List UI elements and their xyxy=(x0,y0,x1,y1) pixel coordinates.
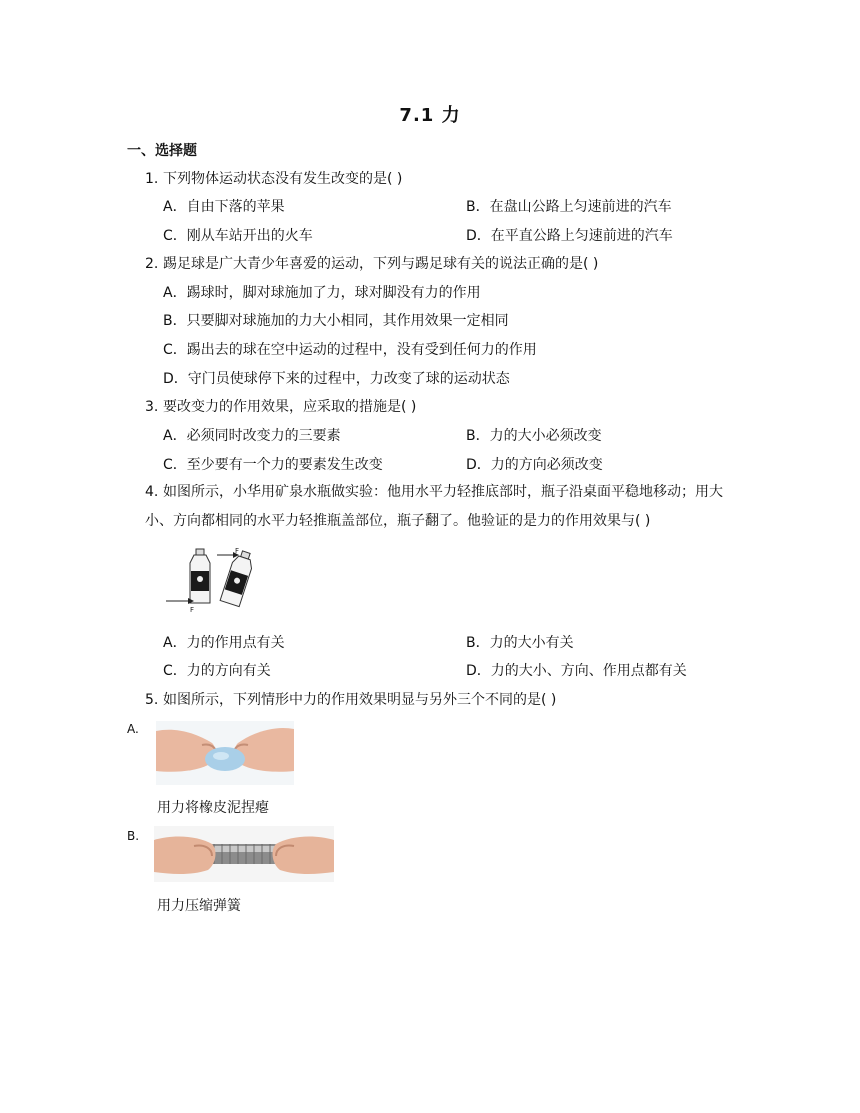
q5-choice-b-label[interactable]: B. xyxy=(127,829,140,843)
question-text: 踢足球是广大青少年喜爱的运动，下列与踢足球有关的说法正确的是( ) xyxy=(163,256,599,272)
question-number: 4. xyxy=(145,484,159,500)
clay-squeeze-photo xyxy=(156,721,294,785)
question-number: 2. xyxy=(145,256,159,272)
bottle-experiment-figure xyxy=(163,547,263,613)
question-text: 要改变力的作用效果，应采取的措施是( ) xyxy=(163,399,417,415)
q4-option-d[interactable]: D．力的大小、方向、作用点都有关 xyxy=(466,663,687,679)
q5-choice-a-caption: 用力将橡皮泥捏瘪 xyxy=(157,800,269,816)
question-number: 5. xyxy=(145,692,159,708)
section-heading: 一、选择题 xyxy=(127,143,197,159)
question-text: 如图所示，小华用矿泉水瓶做实验：他用水平力轻推底部时，瓶子沿桌面平稳地移动；用大小、方向都相同的水平力轻推瓶盖部位，瓶子翻了。他验证的是力的作用效果与( ) xyxy=(145,484,723,529)
q1-option-b[interactable]: B．在盘山公路上匀速前进的汽车 xyxy=(466,199,672,215)
question-5 xyxy=(145,690,556,710)
q1-option-d[interactable]: D．在平直公路上匀速前进的汽车 xyxy=(466,228,673,244)
question-text: 下列物体运动状态没有发生改变的是( ) xyxy=(163,171,403,187)
q1-option-a[interactable]: A．自由下落的苹果 xyxy=(163,199,285,215)
q1-option-c[interactable]: C．刚从车站开出的火车 xyxy=(163,228,313,244)
q4-option-b[interactable]: B．力的大小有关 xyxy=(466,635,574,651)
q3-option-b[interactable]: B．力的大小必须改变 xyxy=(466,428,602,444)
q3-option-c[interactable]: C．至少要有一个力的要素发生改变 xyxy=(163,457,383,473)
page-title: 7.1 力 xyxy=(399,105,461,126)
force-label-bottom: F xyxy=(190,606,195,613)
q3-option-a[interactable]: A．必须同时改变力的三要素 xyxy=(163,428,341,444)
q3-option-d[interactable]: D．力的方向必须改变 xyxy=(466,457,603,473)
question-number: 3. xyxy=(145,399,159,415)
q4-option-a[interactable]: A．力的作用点有关 xyxy=(163,635,285,651)
question-2 xyxy=(145,254,598,274)
question-3 xyxy=(145,397,416,417)
q5-choice-a-label[interactable]: A. xyxy=(127,722,139,736)
question-4 xyxy=(145,478,735,535)
spring-compress-photo xyxy=(154,826,334,882)
q5-choice-b-caption: 用力压缩弹簧 xyxy=(157,898,241,914)
question-1 xyxy=(145,169,402,189)
question-number: 1. xyxy=(145,171,159,187)
question-text: 如图所示，下列情形中力的作用效果明显与另外三个不同的是( ) xyxy=(163,692,557,708)
force-label-top: F xyxy=(235,547,240,555)
q2-option-b[interactable]: B．只要脚对球施加的力大小相同，其作用效果一定相同 xyxy=(163,313,509,329)
q2-option-a[interactable]: A．踢球时，脚对球施加了力，球对脚没有力的作用 xyxy=(163,285,481,301)
q2-option-c[interactable]: C．踢出去的球在空中运动的过程中，没有受到任何力的作用 xyxy=(163,342,537,358)
q2-option-d[interactable]: D．守门员使球停下来的过程中，力改变了球的运动状态 xyxy=(163,371,510,387)
q4-option-c[interactable]: C．力的方向有关 xyxy=(163,663,271,679)
